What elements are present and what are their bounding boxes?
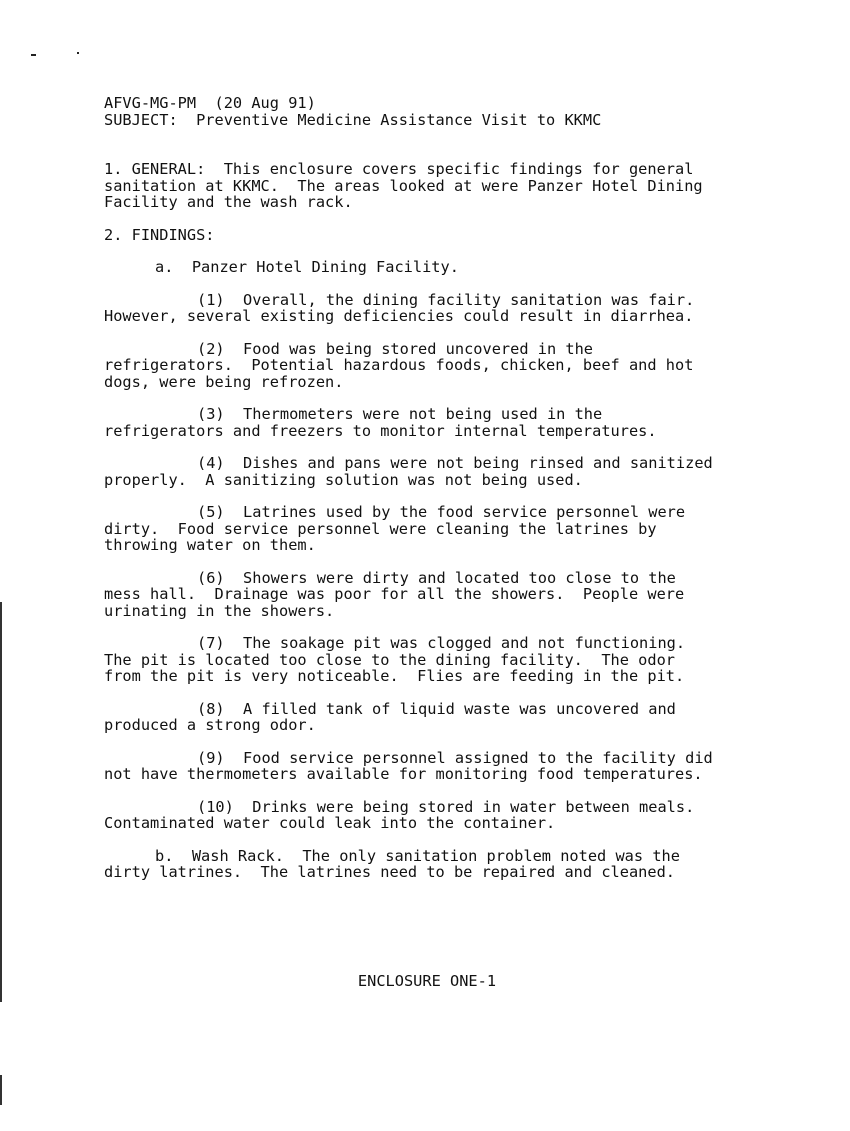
finding-item-3 [104, 406, 784, 439]
scan-edge-line [0, 602, 2, 1002]
finding-line: mess hall. Drainage was poor for all the showers. People were [104, 585, 685, 603]
section-b-paragraph [104, 848, 784, 881]
finding-first-line: (3) Thermometers were not being used in the [197, 405, 603, 423]
finding-line: refrigerators and freezers to monitor internal temperatures. [104, 421, 657, 440]
scan-speck [77, 52, 79, 54]
finding-line: properly. A sanitizing solution was not being used. [104, 470, 583, 489]
finding-first-line: (4) Dishes and pans were not being rinsed and sanitized [197, 454, 713, 472]
document-body [104, 95, 784, 881]
general-line: 1. GENERAL: This enclosure covers specific findings for general [104, 160, 694, 178]
finding-first-line: (10) Drinks were being stored in water between meals. [197, 797, 695, 816]
finding-line: urinating in the showers. [104, 601, 335, 620]
general-paragraph [104, 161, 784, 211]
finding-line: from the pit is very noticeable. Flies are feeding in the pit. [104, 667, 685, 685]
finding-line: dogs, were being refrozen. [104, 372, 344, 391]
finding-line: dirty. Food service personnel were cleaning the latrines by [104, 519, 657, 538]
findings-heading: 2. FINDINGS: [104, 225, 215, 244]
section-a-heading: a. Panzer Hotel Dining Facility. [155, 258, 459, 276]
finding-first-line: (7) The soakage pit was clogged and not functioning. [197, 634, 686, 652]
finding-first-line: (6) Showers were dirty and located too close to the [197, 568, 676, 587]
finding-line: throwing water on them. [104, 536, 316, 554]
scan-speck [31, 54, 36, 56]
general-line: sanitation at KKMC. The areas looked at were Panzer Hotel Dining [104, 176, 703, 195]
finding-line: produced a strong odor. [104, 716, 316, 734]
finding-line: refrigerators. Potential hazardous foods, chicken, beef and hot [104, 356, 694, 374]
finding-item-5 [104, 504, 784, 554]
finding-item-9 [104, 750, 784, 783]
subject-line: SUBJECT: Preventive Medicine Assistance Visit to KKMC [104, 110, 602, 129]
finding-line: Contaminated water could leak into the container. [104, 814, 556, 832]
finding-item-7 [104, 635, 784, 685]
general-line: Facility and the wash rack. [104, 193, 353, 211]
finding-first-line: (8) A filled tank of liquid waste was uncovered and [197, 699, 676, 718]
finding-item-6 [104, 570, 784, 620]
finding-item-2 [104, 341, 784, 391]
section-b-first-line: b. Wash Rack. The only sanitation problem noted was the [155, 846, 680, 865]
finding-item-4 [104, 455, 784, 488]
finding-line: However, several existing deficiencies could result in diarrhea. [104, 307, 694, 325]
office-symbol-date: AFVG-MG-PM (20 Aug 91) [104, 94, 316, 112]
finding-line: The pit is located too close to the dining facility. The odor [104, 650, 675, 669]
finding-first-line: (9) Food service personnel assigned to the facility did [197, 748, 713, 767]
finding-item-8 [104, 701, 784, 734]
finding-item-10 [104, 799, 784, 832]
finding-first-line: (5) Latrines used by the food service personnel were [197, 503, 686, 521]
finding-first-line: (1) Overall, the dining facility sanitation was fair. [197, 290, 695, 309]
finding-line: not have thermometers available for monitoring food temperatures. [104, 765, 703, 783]
section-b-line: dirty latrines. The latrines need to be repaired and cleaned. [104, 863, 675, 881]
finding-first-line: (2) Food was being stored uncovered in the [197, 339, 594, 358]
finding-item-1 [104, 292, 784, 325]
enclosure-label: ENCLOSURE ONE-1 [357, 972, 497, 990]
scan-edge-line [0, 1075, 2, 1105]
